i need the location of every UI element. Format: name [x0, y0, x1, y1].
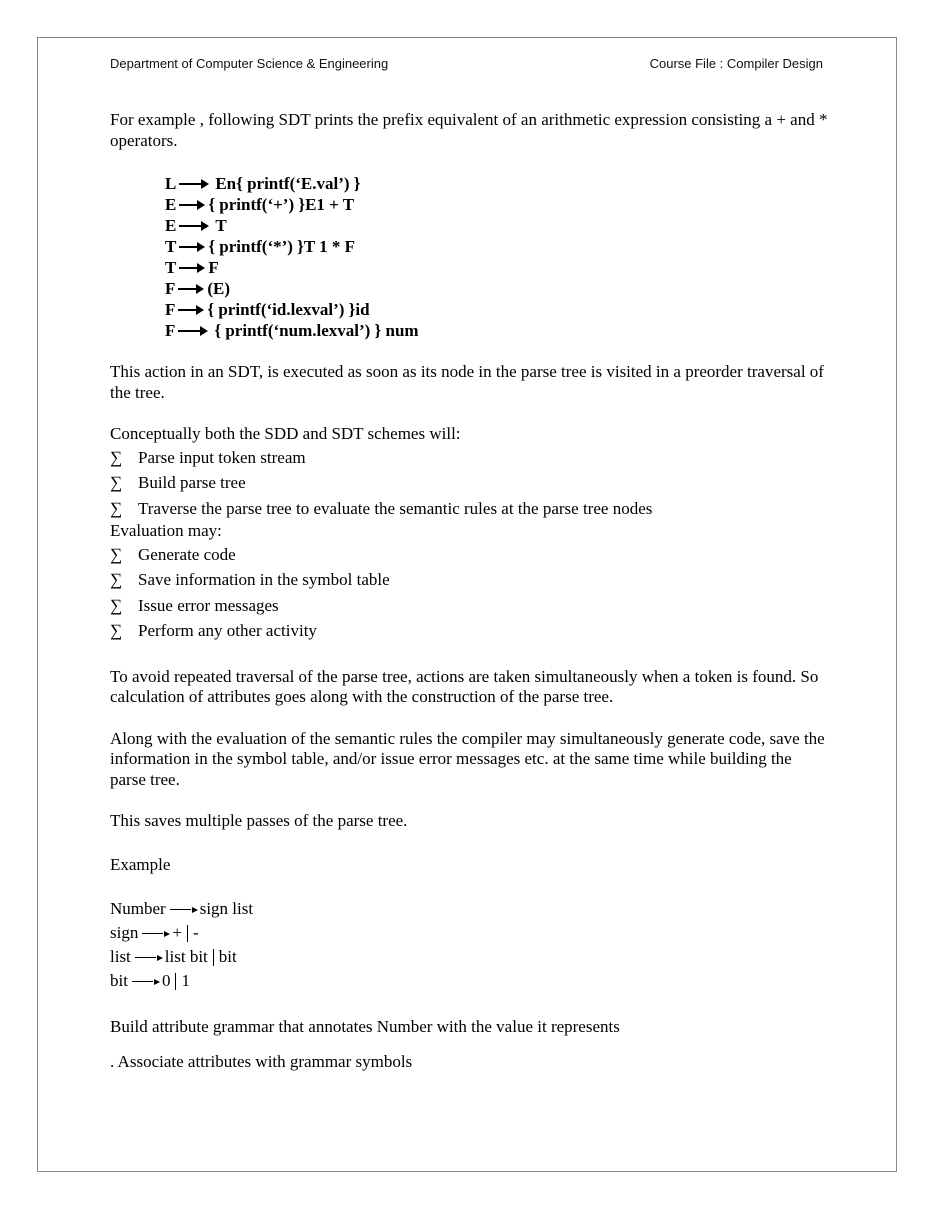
sdt-rule [165, 173, 830, 194]
schemes-bullet-list [110, 448, 830, 525]
list-item-text: Build parse tree [138, 473, 246, 492]
header-department: Department of Computer Science & Engineering [110, 56, 389, 71]
sdt-rule [165, 215, 830, 236]
rule-rhs: { printf(‘+’) }E1 + T [208, 195, 355, 214]
list-item-text: Perform any other activity [138, 621, 317, 640]
grammar-alt: bit [218, 947, 237, 966]
intro-paragraph: For example , following SDT prints the prefix equivalent of an arithmetic expression consisting a + and * operators. [110, 110, 828, 150]
build-grammar-paragraph: Build attribute grammar that annotates Number with the value it represents [110, 1017, 620, 1036]
sigma-bullet-icon: ∑ [110, 447, 123, 467]
arrow-icon [178, 284, 204, 294]
rule-lhs: T [165, 237, 177, 256]
alternation-bar [175, 973, 176, 990]
list-item [110, 545, 830, 571]
grammar-rule [110, 897, 830, 921]
rule-lhs: L [165, 174, 177, 193]
conceptually-paragraph: Conceptually both the SDD and SDT schemes will: [110, 424, 461, 443]
arrow-icon [142, 929, 170, 937]
rule-lhs: T [165, 258, 177, 277]
list-item [110, 448, 830, 474]
along-evaluation-paragraph: Along with the evaluation of the semantic rules the compiler may simultaneously generate code, save the information in the symbol table, and/or issue error messages etc. at the same time while building the parse tree. [110, 728, 825, 789]
sdt-rule [165, 194, 830, 215]
sdt-rule [165, 236, 830, 257]
sdt-rule [165, 320, 830, 341]
list-item [110, 473, 830, 499]
rule-rhs: (E) [207, 279, 231, 298]
avoid-traversal-paragraph: To avoid repeated traversal of the parse tree, actions are taken simultaneously when a token is found. So calculation of attributes goes along with the construction of the parse tree. [110, 666, 819, 706]
sdt-rules [165, 173, 830, 341]
example-label: Example [110, 854, 171, 874]
grammar-lhs: list [110, 947, 131, 966]
list-item-text: Generate code [138, 544, 236, 564]
associate-attributes-paragraph: . Associate attributes with grammar symbols [110, 1051, 413, 1071]
arrow-icon [178, 305, 204, 315]
rule-lhs: F [165, 321, 176, 340]
rule-lhs: F [165, 279, 176, 298]
rule-lhs: E [165, 195, 177, 214]
rule-rhs: { printf(‘num.lexval’) } num [214, 321, 419, 340]
sigma-bullet-icon: ∑ [110, 570, 123, 589]
sigma-bullet-icon: ∑ [110, 621, 123, 640]
sdt-rule [165, 257, 830, 278]
saves-passes-paragraph: This saves multiple passes of the parse tree. [110, 811, 408, 830]
arrow-icon [132, 977, 160, 985]
grammar-alt: + [172, 923, 182, 942]
grammar-lhs: sign [110, 923, 139, 942]
arrow-icon [178, 326, 208, 336]
arrow-icon [179, 263, 205, 273]
arrow-icon [179, 179, 209, 189]
sigma-bullet-icon: ∑ [110, 544, 123, 564]
list-item-text: Parse input token stream [138, 447, 306, 467]
sdt-rule [165, 278, 830, 299]
sigma-bullet-icon: ∑ [110, 595, 123, 615]
grammar-alt: - [192, 923, 199, 942]
arrow-icon [179, 200, 205, 210]
alternation-bar [213, 949, 214, 966]
list-item-text: Issue error messages [138, 595, 279, 615]
header-course-file: Course File : Compiler Design [649, 56, 823, 71]
sdt-rule [165, 299, 830, 320]
list-item [110, 596, 830, 622]
grammar-alt: 1 [181, 971, 190, 990]
rule-rhs: { printf(‘id.lexval’) }id [207, 300, 370, 319]
grammar-rule [110, 945, 830, 969]
list-item-text: Save information in the symbol table [138, 570, 390, 589]
page-content [110, 110, 830, 1072]
action-paragraph: This action in an SDT, is executed as soon as its node in the parse tree is visited in a preorder traversal of the tree. [110, 362, 824, 402]
grammar-alt: list bit [164, 947, 208, 966]
arrow-icon [179, 221, 209, 231]
grammar-rule [110, 969, 830, 993]
grammar-lhs: Number [110, 899, 166, 918]
grammar-alt: sign list [199, 899, 254, 918]
rule-rhs: { printf(‘*’) }T 1 * F [208, 237, 356, 256]
arrow-icon [179, 242, 205, 252]
evaluation-bullet-list [110, 545, 830, 647]
rule-rhs: T [215, 216, 227, 235]
number-grammar [110, 897, 830, 993]
rule-rhs: F [208, 258, 219, 277]
grammar-rule [110, 921, 830, 945]
rule-lhs: E [165, 216, 177, 235]
sigma-bullet-icon: ∑ [110, 498, 123, 518]
arrow-icon [135, 953, 163, 961]
rule-rhs: En{ printf(‘E.val’) } [215, 174, 361, 193]
rule-lhs: F [165, 300, 176, 319]
arrow-icon [170, 905, 198, 913]
list-item [110, 570, 830, 596]
grammar-alt: 0 [161, 971, 171, 990]
alternation-bar [187, 925, 188, 942]
grammar-lhs: bit [110, 971, 128, 990]
list-item-text: Traverse the parse tree to evaluate the semantic rules at the parse tree nodes [138, 498, 653, 518]
evaluation-may-label: Evaluation may: [110, 521, 222, 540]
list-item [110, 621, 830, 647]
sigma-bullet-icon: ∑ [110, 473, 123, 492]
